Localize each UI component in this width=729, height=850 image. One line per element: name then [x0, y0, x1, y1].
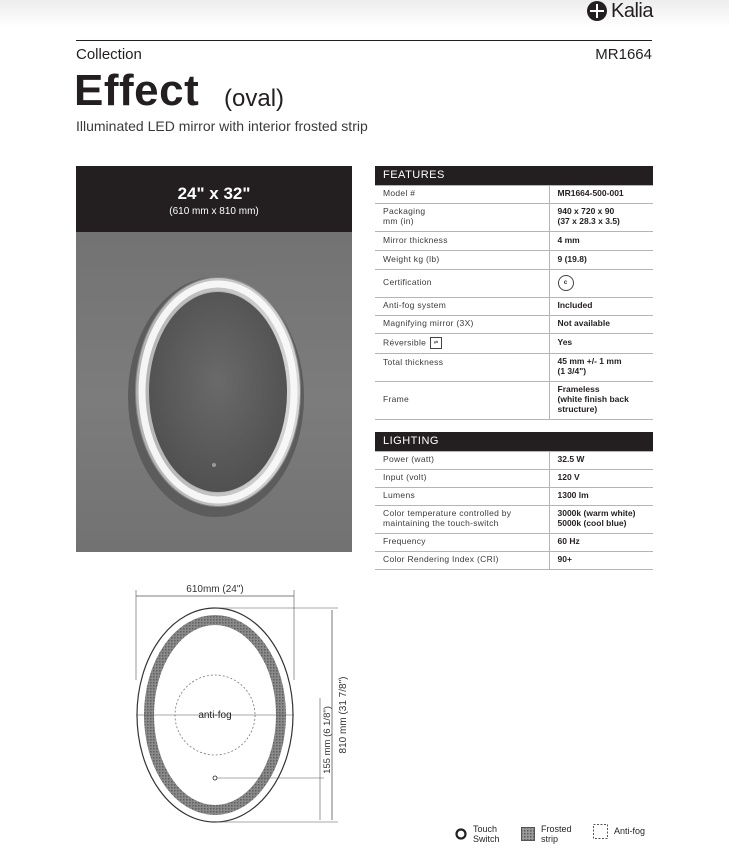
lighting-label: Lumens	[375, 487, 549, 505]
cetl-certification-icon: c	[558, 275, 574, 291]
feature-label: Magnifying mirror (3X)	[375, 315, 549, 333]
lighting-value: 90+	[549, 551, 653, 569]
lighting-value: 32.5 W	[549, 451, 653, 469]
feature-value: Yes	[549, 333, 653, 353]
feature-label: Anti-fog system	[375, 297, 549, 315]
product-subtitle: Illuminated LED mirror with interior frosted strip	[76, 118, 368, 134]
height-dimension-label: 810 mm (31 7/8")	[338, 676, 349, 754]
size-imperial: 24" x 32"	[177, 184, 251, 203]
brand-logo	[587, 0, 653, 22]
feature-label: Weight kg (lb)	[375, 250, 549, 269]
feature-label-reversible	[375, 333, 549, 353]
lighting-value: 3000k (warm white) 5000k (cool blue)	[549, 505, 653, 533]
features-table	[375, 166, 653, 420]
feature-value: Included	[549, 297, 653, 315]
reversible-icon: ⇄	[430, 337, 442, 349]
feature-label: Frame	[375, 381, 549, 419]
feature-value: 45 mm +/- 1 mm (1 3/4")	[549, 353, 653, 381]
model-code: MR1664	[595, 46, 652, 63]
feature-value: 4 mm	[549, 231, 653, 250]
collection-label: Collection	[76, 46, 142, 63]
lighting-value: 60 Hz	[549, 533, 653, 551]
feature-value	[549, 269, 653, 297]
lighting-label: Color Rendering Index (CRI)	[375, 551, 549, 569]
lighting-table	[375, 432, 653, 570]
feature-value: Frameless (white finish back structure)	[549, 381, 653, 419]
title-suffix: (oval)	[224, 85, 285, 112]
frosted-strip-icon	[521, 827, 535, 841]
feature-label: Mirror thickness	[375, 231, 549, 250]
lighting-label: Frequency	[375, 533, 549, 551]
anti-fog-icon	[593, 824, 608, 839]
anti-fog-label: anti-fog	[198, 710, 232, 721]
technical-drawing	[120, 580, 360, 828]
lighting-value: 1300 lm	[549, 487, 653, 505]
lighting-value: 120 V	[549, 469, 653, 487]
product-photo	[76, 166, 352, 552]
width-dimension-label: 610mm (24")	[186, 584, 244, 595]
header-rule	[76, 40, 652, 41]
lighting-label: Input (volt)	[375, 469, 549, 487]
page-title: Effect	[74, 66, 200, 115]
feature-value: MR1664-500-001	[549, 185, 653, 203]
feature-label: Réversible	[383, 337, 427, 348]
legend-touch-switch	[455, 824, 500, 845]
feature-label: Model #	[375, 185, 549, 203]
touch-switch-icon	[455, 828, 467, 840]
legend-frosted-strip-label: Frosted strip	[541, 824, 572, 845]
feature-value: Not available	[549, 315, 653, 333]
lighting-label: Power (watt)	[375, 451, 549, 469]
features-heading: FEATURES	[375, 166, 653, 185]
feature-value: 940 x 720 x 90 (37 x 28.3 x 3.5)	[549, 203, 653, 231]
feature-label: Packaging mm (in)	[375, 203, 549, 231]
legend-anti-fog-label: Anti-fog	[614, 826, 646, 837]
feature-label: Certification	[375, 269, 549, 297]
kalia-logo-icon	[587, 1, 607, 21]
legend-anti-fog	[593, 824, 645, 839]
legend-frosted-strip	[521, 824, 572, 845]
switch-dimension-label: 155 mm (6 1/8")	[322, 706, 333, 774]
size-metric: (610 mm x 810 mm)	[169, 206, 259, 217]
feature-label: Total thickness	[375, 353, 549, 381]
lighting-label: Color temperature controlled by maintaining the touch-switch	[375, 505, 549, 533]
legend-touch-switch-label: Touch Switch	[473, 824, 500, 845]
brand-name: Kalia	[611, 0, 653, 22]
lighting-heading: LIGHTING	[375, 432, 653, 451]
mirror-illustration	[76, 232, 352, 552]
feature-value: 9 (19.8)	[549, 250, 653, 269]
